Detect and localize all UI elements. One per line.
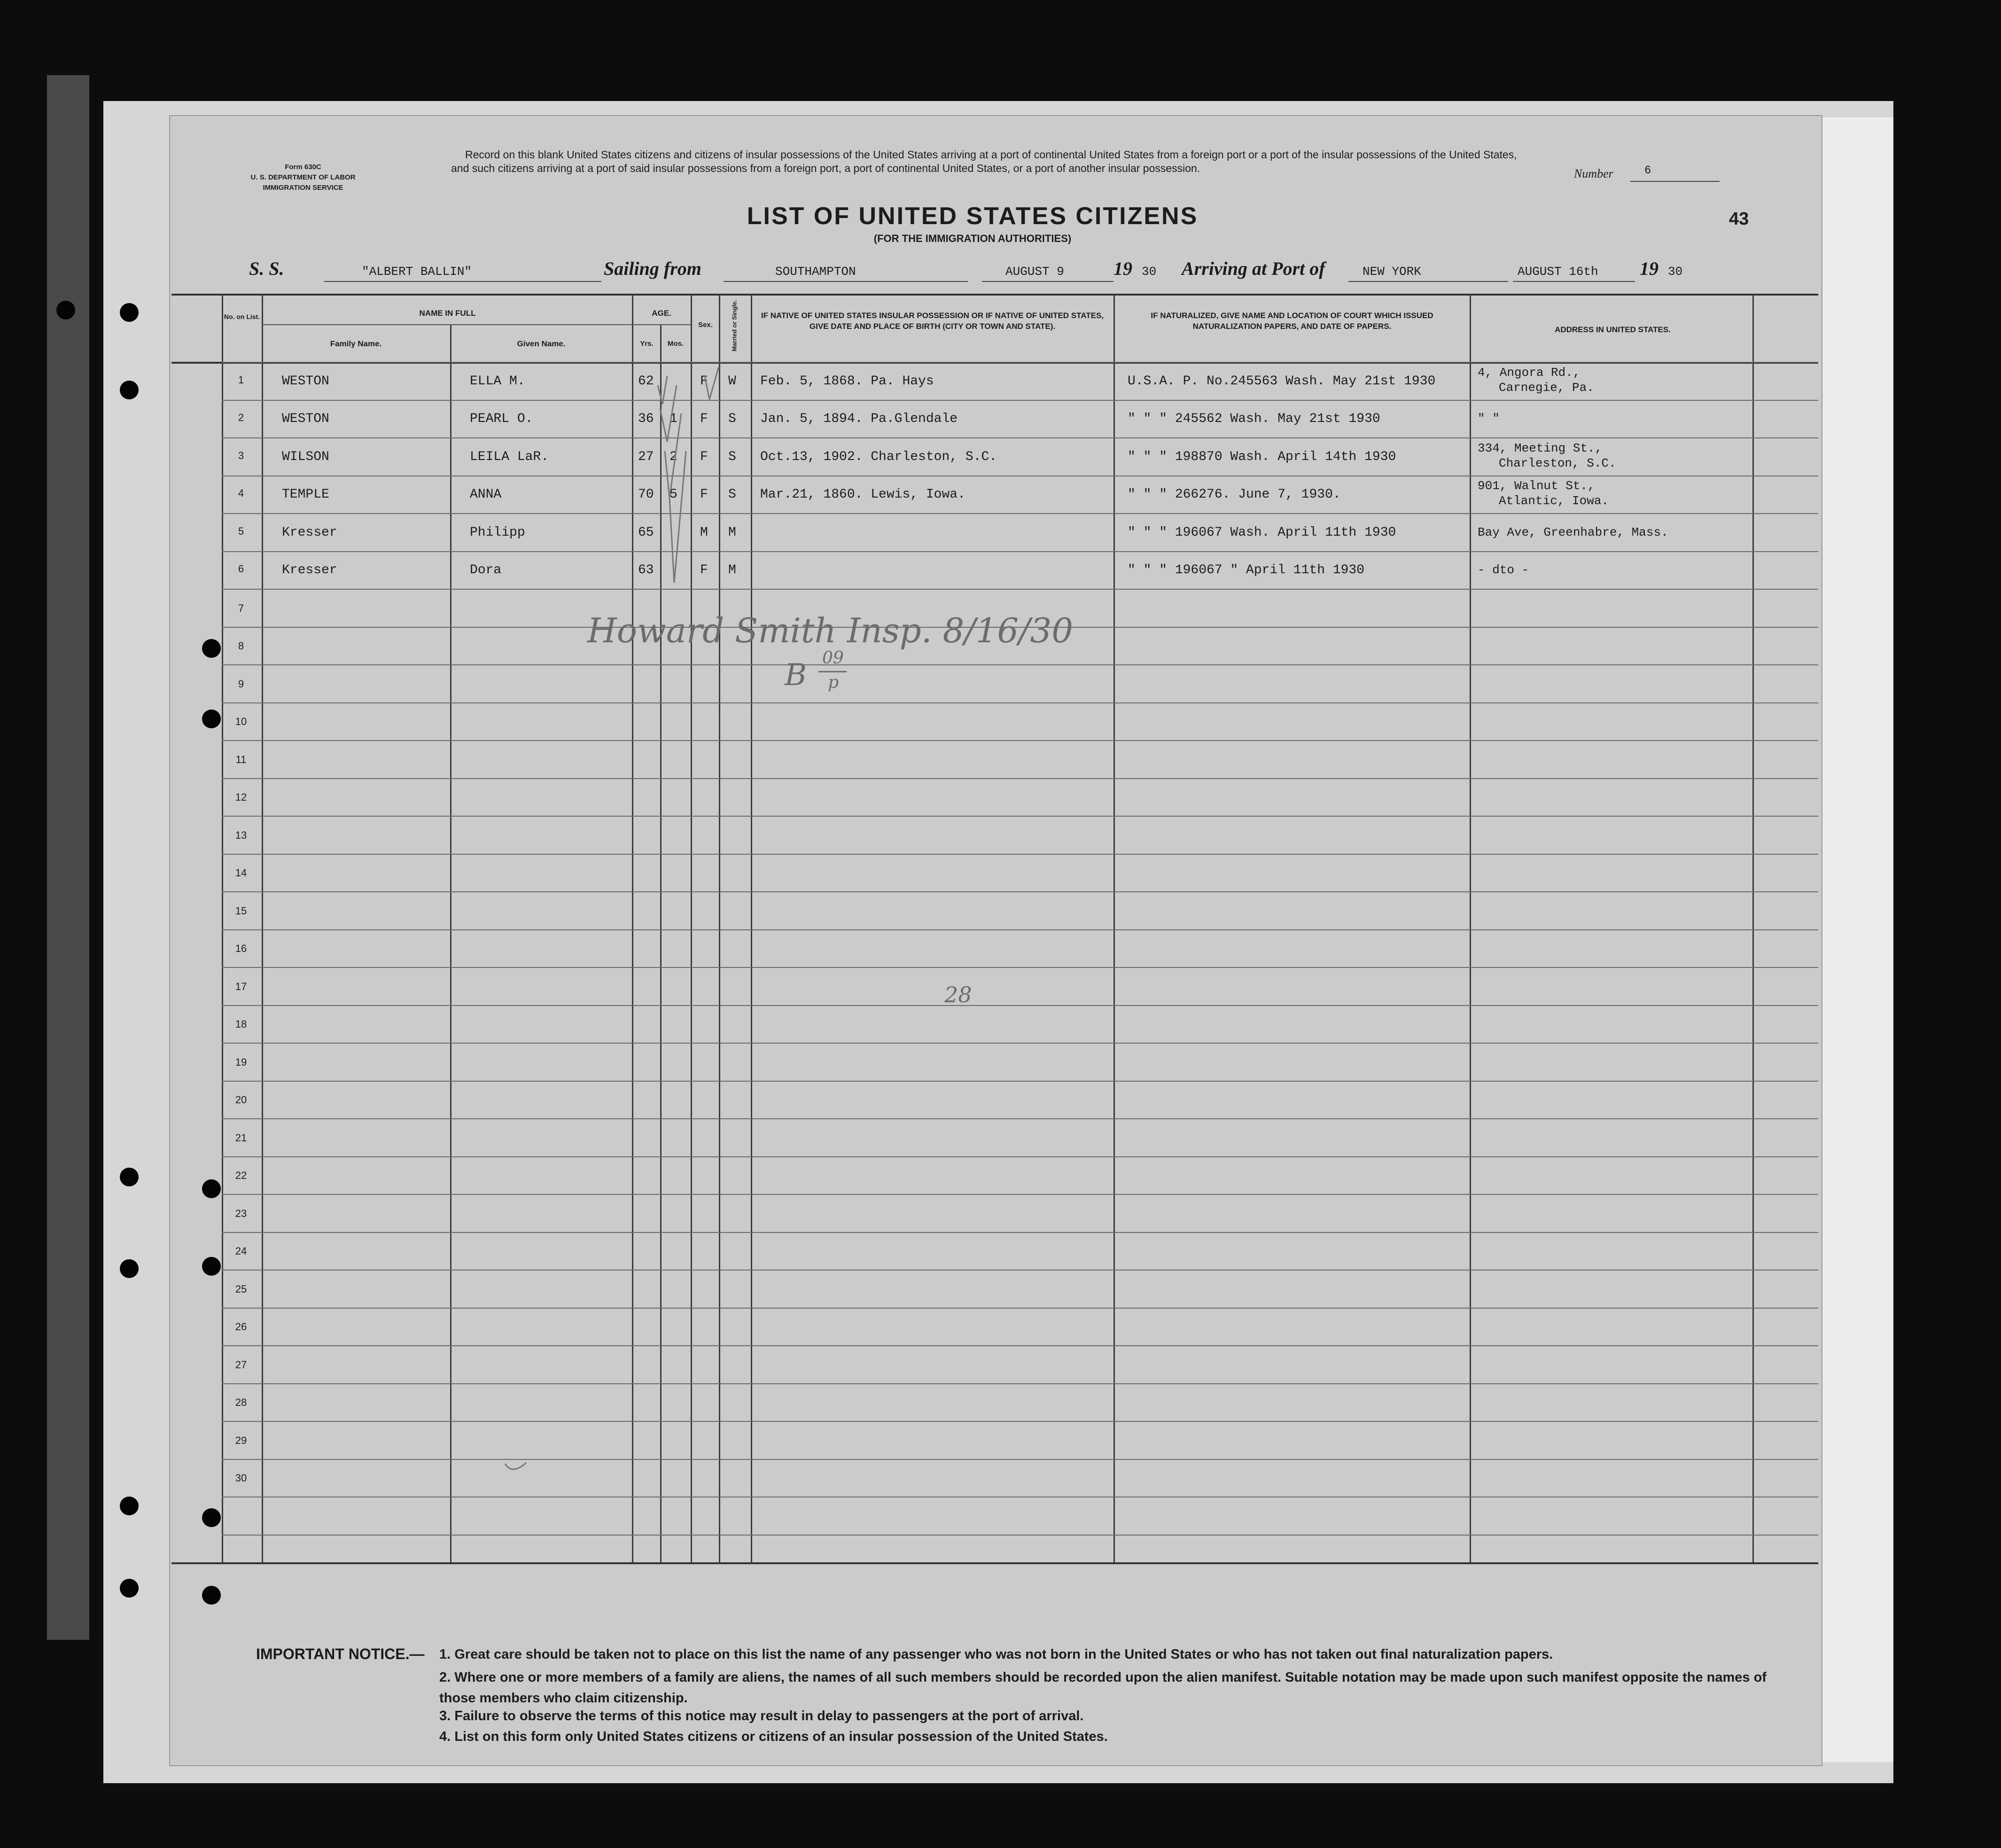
number-label: Number	[1574, 167, 1613, 180]
family-name: Kresser	[282, 563, 337, 577]
row-line	[222, 664, 1818, 665]
given-name: ELLA M.	[470, 374, 525, 389]
form-identifier	[230, 162, 376, 193]
notice-heading: IMPORTANT NOTICE.—	[256, 1645, 425, 1662]
sex: F	[700, 374, 708, 389]
naturalization-details: " " " 196067 " April 11th 1930	[1128, 563, 1365, 577]
binder-hole	[202, 710, 221, 728]
row-line	[222, 400, 1818, 401]
column-divider	[1470, 294, 1471, 1562]
age-months: 5	[670, 487, 677, 502]
row-line	[222, 1005, 1818, 1006]
sailing-port-underline	[724, 281, 968, 282]
naturalization-details: " " " 196067 Wash. April 11th 1930	[1128, 525, 1396, 540]
given-name: Philipp	[470, 525, 525, 540]
row-line	[222, 1043, 1818, 1044]
binder-hole	[120, 1497, 139, 1515]
naturalization-details: " " " 198870 Wash. April 14th 1930	[1128, 449, 1396, 464]
row-number: 24	[235, 1245, 247, 1257]
marital-status: S	[728, 449, 736, 464]
row-line	[222, 362, 1818, 363]
header-sex: Sex.	[698, 321, 713, 329]
birth-details: Feb. 5, 1868. Pa. Hays	[760, 374, 934, 389]
sailing-date: AUGUST 9	[1005, 265, 1064, 279]
sex: F	[700, 487, 708, 502]
column-divider	[262, 294, 263, 1562]
row-number: 16	[235, 943, 247, 954]
check-marks	[648, 357, 742, 592]
row-line	[222, 1308, 1818, 1309]
column-divider	[751, 294, 752, 1562]
binder-hole	[120, 1259, 139, 1278]
form-instructions: Record on this blank United States citizens and citizens of insular possessions of the United States arriving at a port of continental United States from a foreign port or a port of the insular possessions of the United States, and such citizens arriving at a port of said insular possessions from a foreign port, a port of continental United States, or a port of another insular possession.	[451, 148, 1517, 174]
row-line	[222, 929, 1818, 930]
family-name: WESTON	[282, 412, 329, 426]
header-no-on-list: No. on List.	[224, 313, 260, 320]
arrival-year: 30	[1668, 265, 1683, 279]
row-line	[222, 1383, 1818, 1384]
naturalization-details: U.S.A. P. No.245563 Wash. May 21st 1930	[1128, 374, 1436, 389]
row-line	[222, 551, 1818, 552]
binder-hole	[202, 1257, 221, 1276]
notice-item-1: 1. Great care should be taken not to place on this list the name of any passenger who was not born in the United States or who has not taken out final naturalization papers.	[439, 1647, 1553, 1662]
number-value: 6	[1644, 164, 1651, 177]
header-name-in-full: NAME IN FULL	[419, 309, 476, 318]
birth-details: Oct.13, 1902. Charleston, S.C.	[760, 449, 997, 464]
row-number: 10	[235, 716, 247, 727]
header-married-or-single: Married or Single.	[731, 300, 738, 351]
arriving-label: Arriving at Port of	[1182, 258, 1325, 279]
header-given-name: Given Name.	[517, 339, 566, 348]
column-divider	[1113, 294, 1115, 1562]
notice-item-2: 2. Where one or more members of a family are aliens, the names of all such members should be recorded upon the alien manifest. Suitable notation may be made upon such manifest opposite the names of those members who claim citizenship.	[439, 1670, 1767, 1706]
arrival-date: AUGUST 16th	[1518, 265, 1598, 279]
header-family-name: Family Name.	[330, 339, 382, 348]
row-line	[222, 1194, 1818, 1195]
address-line-2: Charleston, S.C.	[1499, 456, 1616, 470]
row-number: 1	[238, 374, 244, 386]
header-birth: IF NATIVE OF UNITED STATES INSULAR POSSESSION OR IF NATIVE OF UNITED STATES, GIVE DATE AND PLACE OF BIRTH (CITY OR TOWN AND STATE).	[761, 311, 1104, 331]
inspection-mark-fraction-bar	[818, 671, 847, 672]
notice-item-4: 4. List on this form only United States citizens or citizens of an insular possession of the United States.	[439, 1729, 1108, 1744]
address-line-2: Carnegie, Pa.	[1499, 380, 1594, 395]
row-number: 19	[235, 1056, 247, 1068]
row-number: 4	[238, 487, 244, 499]
age-months: 1	[670, 412, 677, 426]
row-line	[222, 437, 1818, 438]
age-years: 70	[638, 487, 654, 502]
row-line	[222, 854, 1818, 855]
address-line-1: 4, Angora Rd.,	[1478, 365, 1581, 380]
row-number: 22	[235, 1170, 247, 1181]
row-line	[222, 1535, 1818, 1536]
row-number: 5	[238, 525, 244, 537]
given-name: PEARL O.	[470, 412, 533, 426]
binder-hole	[120, 1168, 139, 1186]
naturalization-details: " " " 245562 Wash. May 21st 1930	[1128, 412, 1380, 426]
address-line-2: Atlantic, Iowa.	[1499, 494, 1609, 508]
row-number: 23	[235, 1207, 247, 1219]
arrival-port-underline	[1348, 281, 1508, 282]
marital-status: W	[728, 374, 736, 389]
binder-hole	[120, 1579, 139, 1598]
row-number: 12	[235, 791, 247, 803]
table-top-border	[171, 294, 1818, 296]
inspector-signature: Howard Smith Insp. 8/16/30	[587, 611, 1074, 650]
row-number: 20	[235, 1094, 247, 1106]
page-subtitle: (FOR THE IMMIGRATION AUTHORITIES)	[873, 233, 1072, 244]
column-divider	[450, 324, 452, 1562]
birth-details: Jan. 5, 1894. Pa.Glendale	[760, 412, 958, 426]
age-months: 2	[670, 449, 677, 464]
sailing-year-prefix: 19	[1113, 258, 1132, 279]
row-line	[222, 778, 1818, 779]
age-years: 27	[638, 449, 654, 464]
row-number: 18	[235, 1018, 247, 1030]
address-line-1: 901, Walnut St.,	[1478, 479, 1595, 493]
row-number: 14	[235, 867, 247, 879]
binder-hole	[202, 1586, 221, 1605]
age-years: 63	[638, 563, 654, 577]
naturalization-details: " " " 266276. June 7, 1930.	[1128, 487, 1341, 502]
row-number: 25	[235, 1283, 247, 1295]
row-number: 9	[238, 678, 244, 690]
row-number: 11	[235, 753, 247, 765]
family-name: WILSON	[282, 449, 329, 464]
binder-hole	[202, 1179, 221, 1198]
binder-hole	[202, 639, 221, 658]
row-line	[222, 513, 1818, 514]
row-number: 28	[235, 1396, 247, 1408]
notice-item-3: 3. Failure to observe the terms of this notice may result in delay to passengers at the port of arrival.	[439, 1708, 1084, 1723]
service-name: IMMIGRATION SERVICE	[263, 184, 343, 192]
row-number: 7	[238, 602, 244, 614]
table-bottom-border	[171, 1562, 1818, 1564]
row-number: 2	[238, 412, 244, 423]
department-name: U. S. DEPARTMENT OF LABOR	[250, 173, 356, 181]
sailing-year: 30	[1142, 265, 1157, 279]
given-name: LEILA LaR.	[470, 449, 549, 464]
given-name: Dora	[470, 563, 502, 577]
inspection-mark-top: 09	[822, 648, 844, 668]
ship-name: "ALBERT BALLIN"	[362, 265, 472, 279]
row-line	[222, 1270, 1818, 1271]
form-number: Form 630C	[285, 163, 321, 171]
header-years: Yrs.	[640, 340, 654, 348]
row-number: 27	[235, 1358, 247, 1371]
sailing-from-label: Sailing from	[604, 258, 701, 279]
header-naturalized: IF NATURALIZED, GIVE NAME AND LOCATION OF COURT WHICH ISSUED NATURALIZATION PAPERS, AND DATE OF PAPERS.	[1151, 311, 1433, 331]
marital-status: S	[728, 412, 736, 426]
age-years: 65	[638, 525, 654, 540]
address-line-1: Bay Ave, Greenhabre, Mass.	[1478, 525, 1668, 539]
row-line	[222, 891, 1818, 892]
row-line	[222, 1345, 1818, 1346]
row-number: 30	[235, 1472, 247, 1484]
row-line	[222, 1421, 1818, 1422]
marital-status: M	[728, 563, 736, 577]
row-number: 6	[238, 563, 244, 575]
sex: M	[700, 525, 708, 540]
row-line	[222, 1118, 1818, 1119]
marital-status: S	[728, 487, 736, 502]
ss-label: S. S.	[249, 258, 284, 279]
row-number: 15	[235, 905, 247, 917]
marital-status: M	[728, 525, 736, 540]
address-line-1: 334, Meeting St.,	[1478, 441, 1603, 455]
address-line-1: " "	[1478, 412, 1500, 426]
address-line-1: - dto -	[1478, 563, 1529, 577]
binder-hole	[56, 301, 75, 320]
pencil-tick	[503, 1459, 531, 1478]
birth-details: Mar.21, 1860. Lewis, Iowa.	[760, 487, 965, 502]
row-line	[222, 589, 1818, 590]
binder-hole	[120, 303, 139, 322]
row-number: 3	[238, 449, 244, 461]
row-line	[222, 967, 1818, 968]
sailing-port: SOUTHAMPTON	[775, 265, 856, 279]
family-name: WESTON	[282, 374, 329, 389]
page-number: 43	[1729, 209, 1749, 229]
sailing-date-underline	[982, 281, 1113, 282]
row-line	[222, 1081, 1818, 1082]
subheader-divider	[262, 324, 691, 325]
arrival-date-underline	[1513, 281, 1635, 282]
column-divider	[222, 294, 223, 1562]
family-name: Kresser	[282, 525, 337, 540]
sex: F	[700, 449, 708, 464]
header-address: ADDRESS IN UNITED STATES.	[1555, 325, 1671, 334]
inspection-mark-bottom: p	[828, 673, 839, 692]
row-number: 21	[235, 1131, 247, 1144]
row-number: 13	[235, 829, 247, 841]
age-years: 36	[638, 412, 654, 426]
inspection-mark: B	[785, 658, 807, 693]
column-divider	[1752, 294, 1754, 1562]
row-number: 17	[235, 980, 247, 992]
row-line	[222, 1232, 1818, 1233]
arrival-year-prefix: 19	[1640, 258, 1658, 279]
row-line	[222, 816, 1818, 817]
binder-hole	[202, 1508, 221, 1527]
header-age: AGE.	[652, 309, 671, 318]
binder-hole	[120, 381, 139, 399]
row-line	[222, 1459, 1818, 1460]
page-title: LIST OF UNITED STATES CITIZENS	[747, 203, 1199, 230]
arrival-port: NEW YORK	[1363, 265, 1421, 279]
sex: F	[700, 563, 708, 577]
sex: F	[700, 412, 708, 426]
row-number: 26	[235, 1321, 247, 1333]
age-years: 62	[638, 374, 654, 389]
row-line	[222, 1156, 1818, 1157]
row-line	[222, 740, 1818, 741]
family-name: TEMPLE	[282, 487, 329, 502]
number-underline	[1630, 181, 1720, 182]
row-number: 8	[238, 640, 244, 652]
ship-underline	[324, 281, 601, 282]
header-months: Mos.	[667, 340, 684, 348]
page-count-note: 28	[944, 982, 972, 1007]
given-name: ANNA	[470, 487, 502, 502]
column-divider	[632, 294, 633, 1562]
row-line	[222, 702, 1818, 703]
row-number: 29	[235, 1434, 247, 1446]
